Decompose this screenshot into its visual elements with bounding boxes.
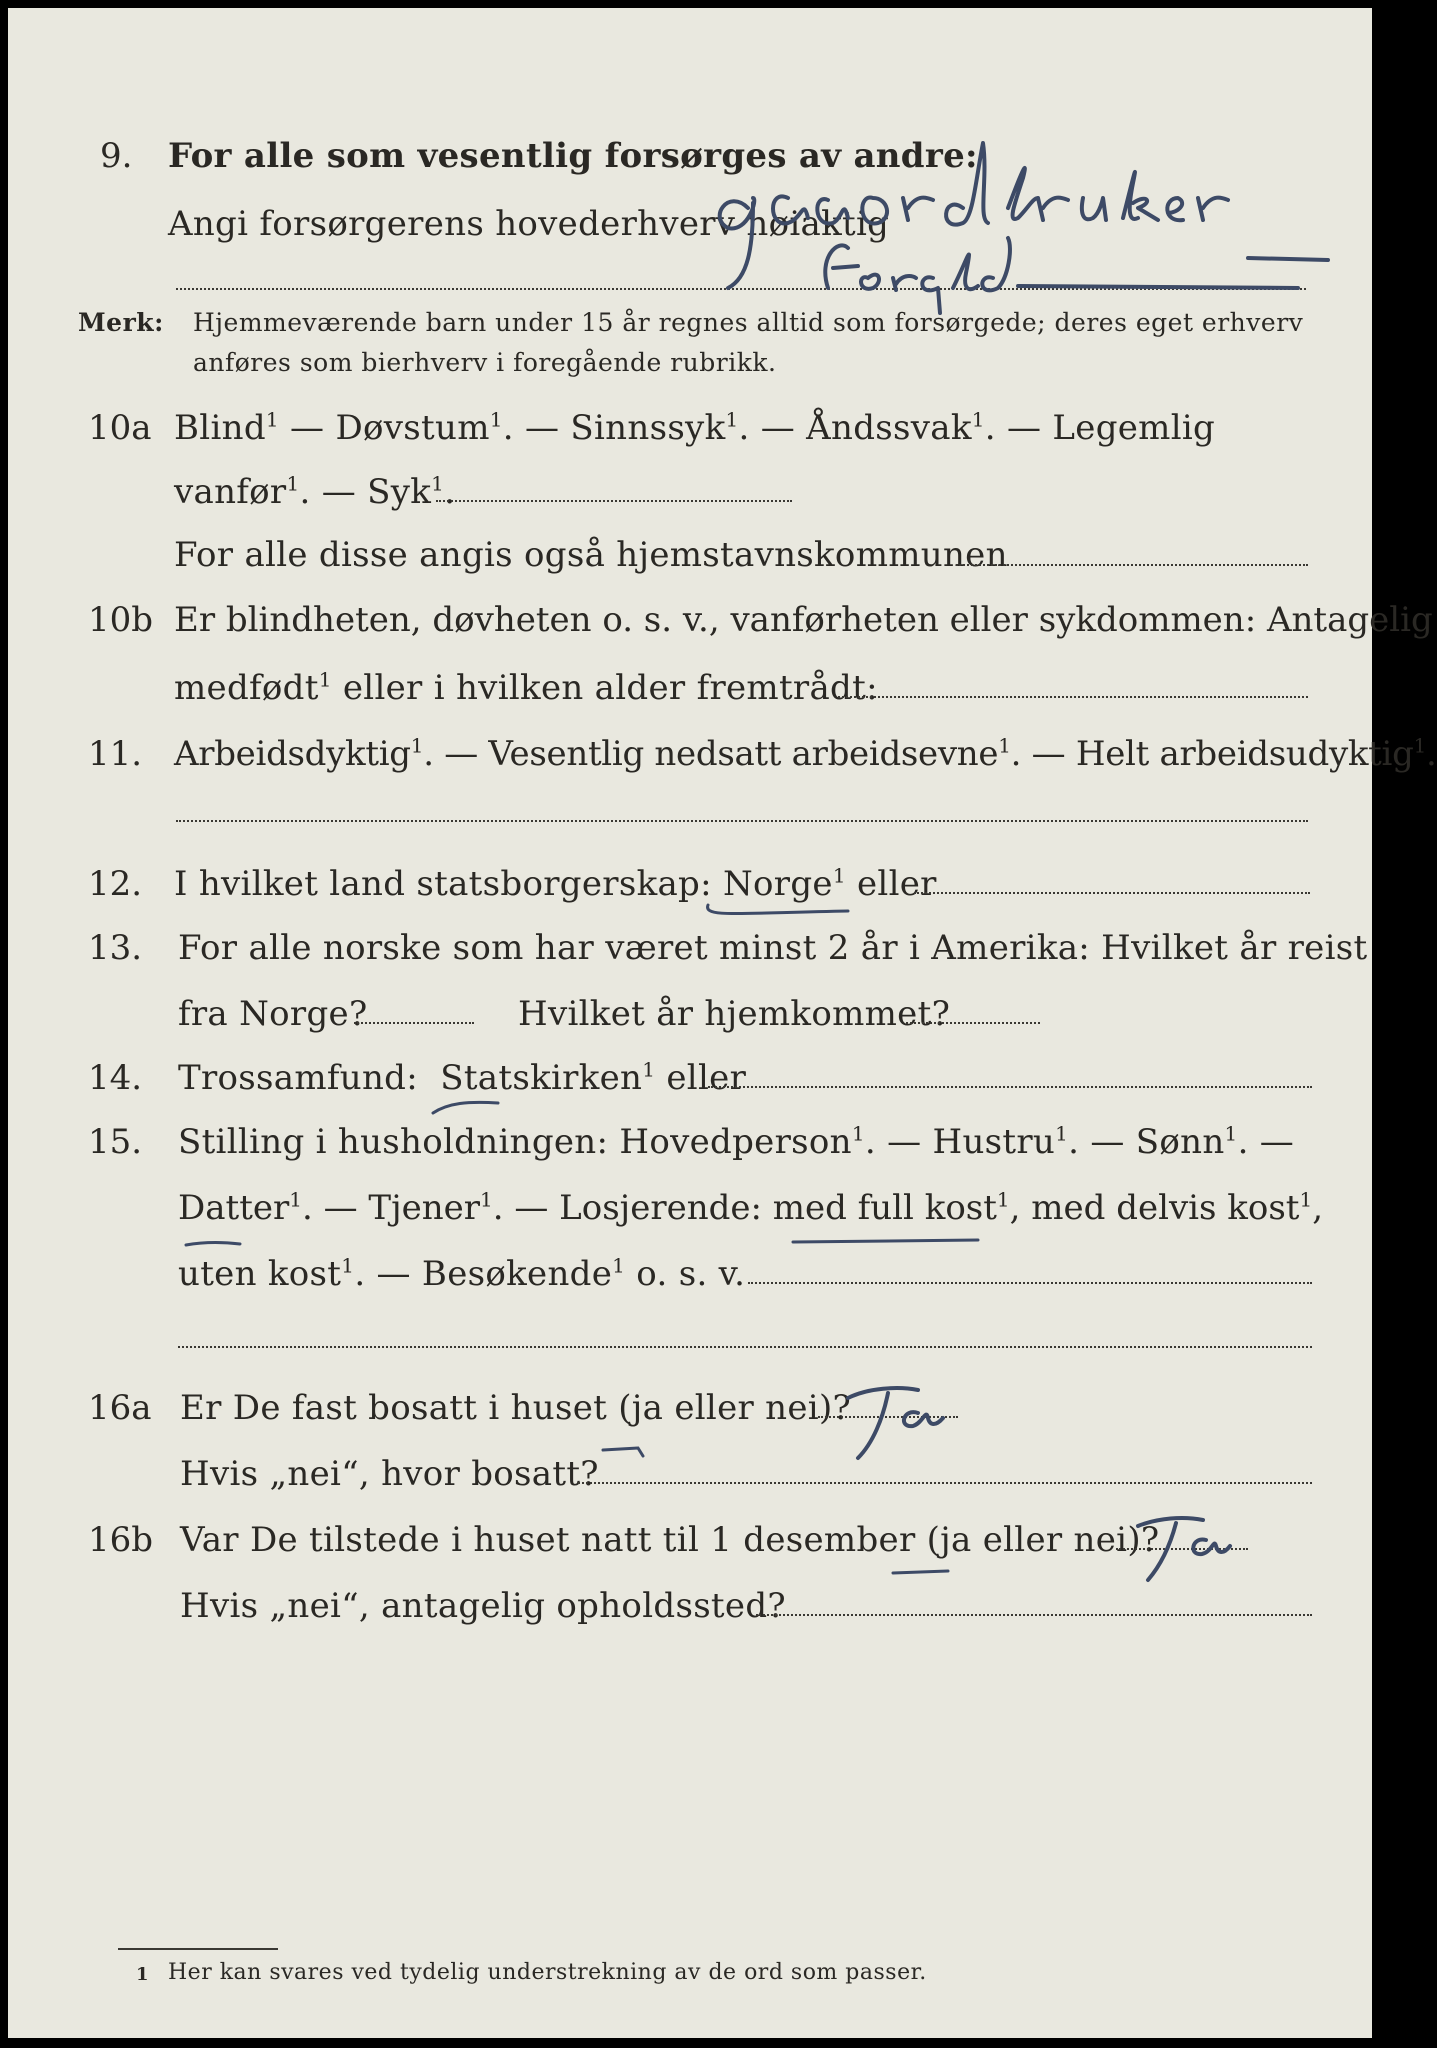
option-legemlig: . — Legemlig xyxy=(984,408,1216,448)
q13-reist-line xyxy=(354,1022,474,1024)
q16a-line1: Er De fast bosatt i huset (ja eller nei)? xyxy=(180,1388,852,1428)
note-label: Merk: xyxy=(78,308,164,337)
q16a-line2: Hvis „nei“, hvor bosatt? xyxy=(180,1454,599,1494)
q14-line: Trossamfund: Statskirken$^1$ eller xyxy=(178,1057,747,1098)
q13-line1: For alle norske som har været minst 2 år i Amerika: Hvilket år reist xyxy=(178,928,1368,968)
q10b-line1: Er blindheten, døvheten o. s. v., vanførheten eller sykdommen: Antagelig xyxy=(174,600,1433,640)
q11-answer-line xyxy=(176,820,1308,822)
q11-number: 11. xyxy=(88,734,143,774)
q16b-number: 16b xyxy=(88,1520,154,1560)
q9-number: 9. xyxy=(100,136,133,176)
option-blind: Blind xyxy=(174,408,266,448)
q14-answer-line xyxy=(708,1086,1312,1088)
q15-extra-line xyxy=(178,1346,1312,1348)
note-line2: anføres som bierhverv i foregående rubrikk. xyxy=(193,348,777,377)
q10a-syk-line xyxy=(436,500,792,502)
q16b-opholdssted-line xyxy=(756,1614,1312,1616)
q10a-hjemstavn-line xyxy=(956,564,1308,566)
q15-number: 15. xyxy=(88,1122,143,1162)
q15-line3: uten kost$^1$. — Besøkende$^1$ o. s. v. xyxy=(178,1253,746,1294)
ja-underline-mark xyxy=(888,1563,958,1583)
q16b-line2: Hvis „nei“, antagelig opholdssted? xyxy=(180,1586,786,1626)
q13-line2b: Hvilket år hjemkommet? xyxy=(518,994,951,1034)
option-andssvak: . — Åndssvak xyxy=(738,408,972,448)
q13-hjemkommet-line xyxy=(906,1022,1040,1024)
q16b-line1: Var De tilstede i huset natt til 1 desember (ja eller nei)? xyxy=(180,1520,1160,1560)
option-sinnssyk: . — Sinnssyk xyxy=(502,408,726,448)
census-form-page xyxy=(8,8,1437,2038)
q10b-alder-line xyxy=(838,696,1308,698)
q10b-line2: medfødt$^1$ eller i hvilken alder fremtrådt: xyxy=(174,667,878,708)
q9-answer-line xyxy=(176,288,1306,290)
q16a-bosatt-line xyxy=(578,1482,1312,1484)
q13-number: 13. xyxy=(88,928,143,968)
full-kost-underline-mark xyxy=(788,1226,988,1256)
footnote-mark: 1 xyxy=(136,1964,150,1985)
q13-line2a: fra Norge? xyxy=(178,994,368,1034)
q16b-answer-line xyxy=(1116,1548,1248,1550)
q14-number: 14. xyxy=(88,1058,143,1098)
q15-answer-line xyxy=(748,1282,1312,1284)
q9-title: For alle som vesentlig forsørges av andre: xyxy=(168,136,978,176)
q12-answer-line xyxy=(914,892,1310,894)
option-norge: Norge xyxy=(722,864,833,904)
q10a-number: 10a xyxy=(88,408,152,448)
note-line1: Hjemmeværende barn under 15 år regnes alltid som forsørgede; deres eget erhverv xyxy=(193,308,1304,337)
q10a-line2: vanfør$^1$. — Syk$^1$. xyxy=(174,471,456,512)
q9-line2: Angi forsørgerens hovederhverv nøiaktig xyxy=(168,204,890,244)
option-dovstum: — Døvstum xyxy=(278,408,490,448)
q16a-answer-line xyxy=(818,1416,958,1418)
footnote-text: Her kan svares ved tydelig understrekning av de ord som passer. xyxy=(168,1960,927,1985)
q15-line2: Datter$^1$. — Tjener$^1$. — Losjerende: med full kost$^1$, med delvis kost$^1$, xyxy=(178,1187,1324,1228)
q12-number: 12. xyxy=(88,864,143,904)
q16a-dash-mark xyxy=(598,1438,648,1463)
q15-line1: Stilling i husholdningen: Hovedperson$^1$. — Hustru$^1$. — Sønn$^1$. — xyxy=(178,1121,1295,1162)
footnote-rule xyxy=(118,1948,278,1950)
q16a-number: 16a xyxy=(88,1388,152,1428)
q10a-line1: Blind$^1$ — Døvstum$^1$. — Sinnssyk$^1$. — Åndssvak$^1$. — Legemlig xyxy=(174,407,1216,448)
q12-line: I hvilket land statsborgerskap: Norge$^1$ eller xyxy=(174,863,937,904)
q10a-line3: For alle disse angis også hjemstavnskommunen xyxy=(174,535,1008,575)
option-statskirken: Statskirken xyxy=(440,1058,643,1098)
q10b-number: 10b xyxy=(88,600,154,640)
q11-line: Arbeidsdyktig$^1$. — Vesentlig nedsatt arbeidsevne$^1$. — Helt arbeidsudyktig$^1$. xyxy=(174,733,1437,774)
